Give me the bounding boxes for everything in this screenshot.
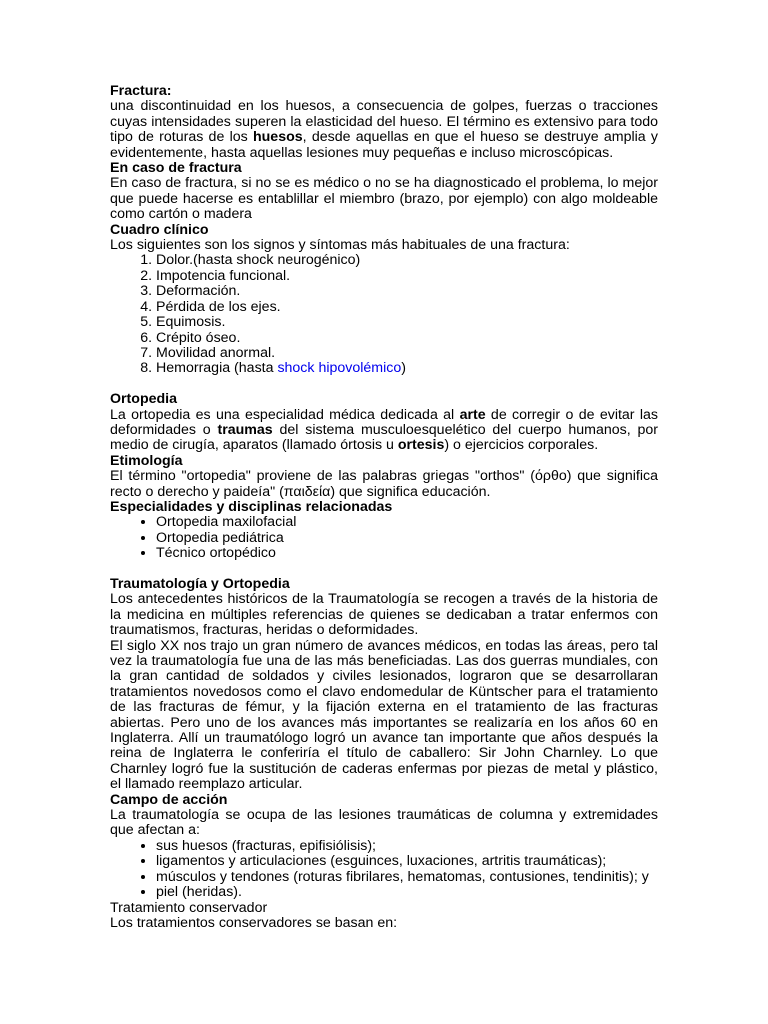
heading-en-caso-de-fractura: En caso de fractura (110, 160, 242, 177)
list-item: • Ortopedia maxilofacial (156, 515, 658, 530)
list-item: 8. Hemorragia (hasta shock hipovolémico) (156, 361, 658, 376)
heading-campo-de-accion: Campo de acción (110, 791, 228, 808)
line-tratamientos-basan: Los tratamientos conservadores se basan en: (110, 914, 398, 931)
list-item: 2. Impotencia funcional. (156, 269, 658, 284)
paragraph-traumatologia-2: El siglo XX nos trajo un gran número de avances médicos, en todas las áreas, pero tal vez la traumatología fue una de las más beneficiadas. Las dos guerras mundiales, con la gran cantidad de soldados y civiles lesionados, lograron que se desarrollaran tratamientos novedosos como el clavo endomedular de Küntscher para el tratamiento de las fracturas de fémur, y la fijación externa en el tratamiento de las fracturas abiertas. Pero uno de los avances más importantes se realizaría en los años 60 en Inglaterra. Allí un traumatólogo logró un avance tan importante que años después la reina de Inglaterra le conferiría el título de caballero: Sir John Charnley. Lo que Charnley logró fue la sustitución de caderas enfermas por piezas de metal y plástico, el llamado reemplazo articular. (110, 637, 658, 793)
line-tratamiento-conservador: Tratamiento conservador (110, 899, 268, 916)
list-item: • Técnico ortopédico (156, 546, 658, 561)
list-item: • sus huesos (fracturas, epifisiólisis); (156, 839, 658, 854)
list-item: • piel (heridas). (156, 885, 658, 900)
paragraph-traumatologia-1: Los antecedentes históricos de la Traumatología se recogen a través de la historia de la medicina en múltiples referencias de quienes se dedicaban a tratar enfermos con traumatismos, fracturas, heridas o deformidades. (110, 591, 658, 639)
heading-cuadro-clinico: Cuadro clínico (110, 221, 209, 238)
paragraph-campo-intro: La traumatología se ocupa de las lesiones traumáticas de columna y extremidades que afectan a: (110, 807, 658, 839)
paragraph-cuadro-intro: Los siguientes son los signos y síntomas más habituales de una fractura: (110, 237, 570, 254)
list-item: 7. Movilidad anormal. (156, 346, 658, 361)
heading-traumatologia: Traumatología y Ortopedia (110, 575, 290, 592)
document-page (110, 84, 658, 931)
list-item: 6. Crépito óseo. (156, 331, 658, 346)
spacer (110, 377, 658, 392)
list-item: • músculos y tendones (roturas fibrilares, hematomas, contusiones, tendinitis); y (156, 870, 658, 885)
spacer (110, 562, 658, 577)
list-item: • ligamentos y articulaciones (esguinces, luxaciones, artritis traumáticas); (156, 854, 658, 869)
heading-especialidades: Especialidades y disciplinas relacionadas (110, 498, 393, 515)
heading-fractura: Fractura: (110, 83, 172, 99)
list-item: 4. Pérdida de los ejes. (156, 300, 658, 315)
paragraph-ortopedia: La ortopedia es una especialidad médica dedicada al arte de corregir o de evitar las deformidades o traumas del sistema musculoesquelético del cuerpo humanos, por medio de cirugía, aparatos (llamado órtosis u ortesis) o ejercicios corporales. (110, 406, 658, 454)
heading-ortopedia: Ortopedia (110, 391, 178, 408)
scope-list (110, 839, 658, 901)
list-item: 5. Equimosis. (156, 315, 658, 330)
symptom-list (110, 253, 658, 376)
list-item: 3. Deformación. (156, 284, 658, 299)
paragraph-etimologia: El término "ortopedia" proviene de las palabras griegas "orthos" (όρθο) que significa recto o derecho y paideía" (παιδεία) que significa educación. (110, 468, 658, 500)
paragraph-en-caso: En caso de fractura, si no se es médico o no se ha diagnosticado el problema, lo mejor que puede hacerse es entablillar el miembro (brazo, por ejemplo) con algo moldeable como cartón o madera (110, 175, 658, 223)
paragraph-fractura: una discontinuidad en los huesos, a consecuencia de golpes, fuerzas o tracciones cuyas intensidades superen la elasticidad del hueso. El término es extensivo para todo tipo de roturas de los huesos, desde aquellas en que el hueso se destruye amplia y evidentemente, hasta aquellas lesiones muy pequeñas e incluso microscópicas. (110, 98, 658, 161)
heading-etimologia: Etimología (110, 452, 183, 469)
specialties-list (110, 515, 658, 561)
shock-hipovolemico-link[interactable]: shock hipovolémico (277, 360, 402, 377)
list-item: 1. Dolor.(hasta shock neurogénico) (156, 253, 658, 268)
list-item: • Ortopedia pediátrica (156, 531, 658, 546)
